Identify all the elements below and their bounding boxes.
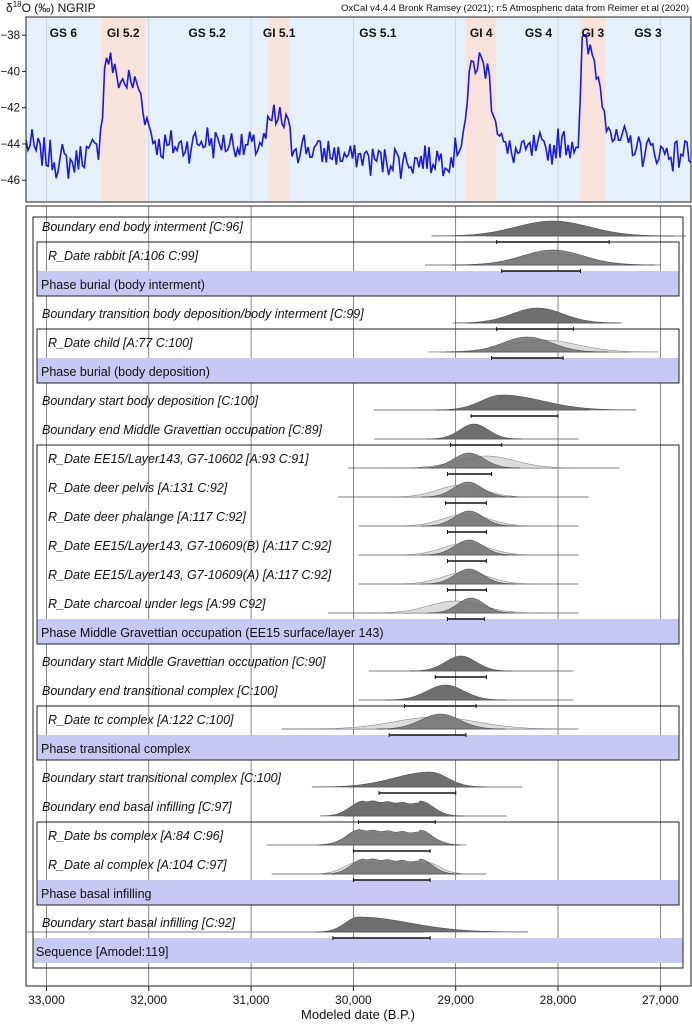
period-label: GS 5.2: [188, 26, 226, 40]
period-label: GI 4: [469, 26, 493, 40]
x-tick-label: 27,000: [641, 993, 679, 1007]
period-band-gs-4: [497, 17, 581, 202]
boundary-label: Boundary start Middle Gravettian occupation [C:90]: [42, 655, 326, 669]
date-label: R_Date al complex [A:104 C:97]: [48, 858, 227, 872]
x-axis-label: Modeled date (B.P.): [301, 1007, 415, 1022]
phase-label: Phase burial (body deposition): [41, 365, 210, 379]
sequence-label: Sequence [Amodel:119]: [36, 945, 169, 959]
ngrip-y-label: $\delta^{18}O$ (‰) NGRIP: [6, 0, 96, 15]
period-label: GS 5.1: [359, 26, 397, 40]
boundary-label: Boundary end Middle Gravettian occupation [C:89]: [42, 423, 323, 437]
boundary-label: Boundary start transitional complex [C:100]: [42, 771, 282, 785]
x-tick-label: 28,000: [539, 993, 577, 1007]
ngrip-y-tick-label: −38: [0, 30, 20, 43]
date-label: R_Date bs complex [A:84 C:96]: [48, 829, 224, 843]
period-label: GS 3: [634, 26, 662, 40]
x-tick-label: 30,000: [335, 993, 372, 1007]
phase-label: Phase basal infilling: [41, 887, 152, 901]
period-label: GS 6: [49, 26, 78, 40]
period-band-gs-6: [26, 17, 101, 202]
period-band-gs-3: [605, 17, 691, 202]
boundary-label: Boundary start body deposition [C:100]: [42, 394, 259, 408]
period-band-gs-5-2: [146, 17, 269, 202]
period-label: GI 3: [581, 26, 605, 40]
period-band-gi-3: [581, 17, 606, 202]
x-tick-label: 31,000: [232, 993, 270, 1007]
phase-label: Phase transitional complex: [41, 742, 191, 756]
x-tick-label: 32,000: [130, 993, 168, 1007]
date-label: R_Date deer phalange [A:117 C:92]: [48, 510, 246, 524]
phase-label: Phase burial (body interment): [41, 278, 205, 292]
x-tick-label: 29,000: [437, 993, 475, 1007]
period-label: GI 5.1: [262, 26, 296, 40]
period-band-gi-5-2: [101, 17, 146, 202]
boundary-label: Boundary start basal infilling [C:92]: [42, 916, 236, 930]
ngrip-y-tick-label: −42: [0, 102, 20, 115]
date-label: R_Date deer pelvis [A:131 C:92]: [48, 481, 228, 495]
climate-period-bands: [26, 17, 691, 202]
phase-label: Phase Middle Gravettian occupation (EE15 surface/layer 143): [41, 626, 384, 640]
ngrip-panel: [0, 0, 691, 202]
date-label: R_Date EE15/Layer143, G7-10609(B) [A:117 C:92]: [48, 539, 332, 553]
period-label: GS 4: [524, 26, 553, 40]
ngrip-y-ticks: [0, 30, 26, 187]
boundary-label: Boundary end body interment [C:96]: [42, 220, 243, 234]
boundary-label: Boundary transition body deposition/body interment [C:99]: [42, 307, 364, 321]
date-label: R_Date EE15/Layer143, G7-10609(A) [A:117 C:92]: [48, 568, 332, 582]
x-axis: [28, 986, 679, 1007]
ngrip-y-tick-label: −44: [0, 138, 20, 151]
date-label: R_Date charcoal under legs [A:99 C92]: [48, 597, 266, 611]
boundary-label: Boundary end basal infilling [C:97]: [42, 800, 232, 814]
period-label: GI 5.2: [106, 26, 140, 40]
boundary-label: Boundary end transitional complex [C:100]: [42, 684, 278, 698]
date-label: R_Date EE15/Layer143, G7-10602 [A:93 C:91]: [48, 452, 309, 466]
x-tick-label: 33,000: [28, 993, 65, 1007]
software-credit: OxCal v4.4.4 Bronk Ramsey (2021); r:5 Atmospheric data from Reimer et al (2020): [341, 3, 689, 14]
date-label: R_Date child [A:77 C:100]: [48, 336, 193, 350]
ngrip-y-tick-label: −40: [0, 66, 20, 79]
date-label: R_Date rabbit [A:106 C:99]: [48, 249, 199, 263]
period-band-gs-5-1: [290, 17, 466, 202]
date-label: R_Date tc complex [A:122 C:100]: [48, 713, 234, 727]
oxcal-panel: [26, 206, 691, 1022]
ngrip-y-tick-label: −46: [0, 175, 20, 188]
